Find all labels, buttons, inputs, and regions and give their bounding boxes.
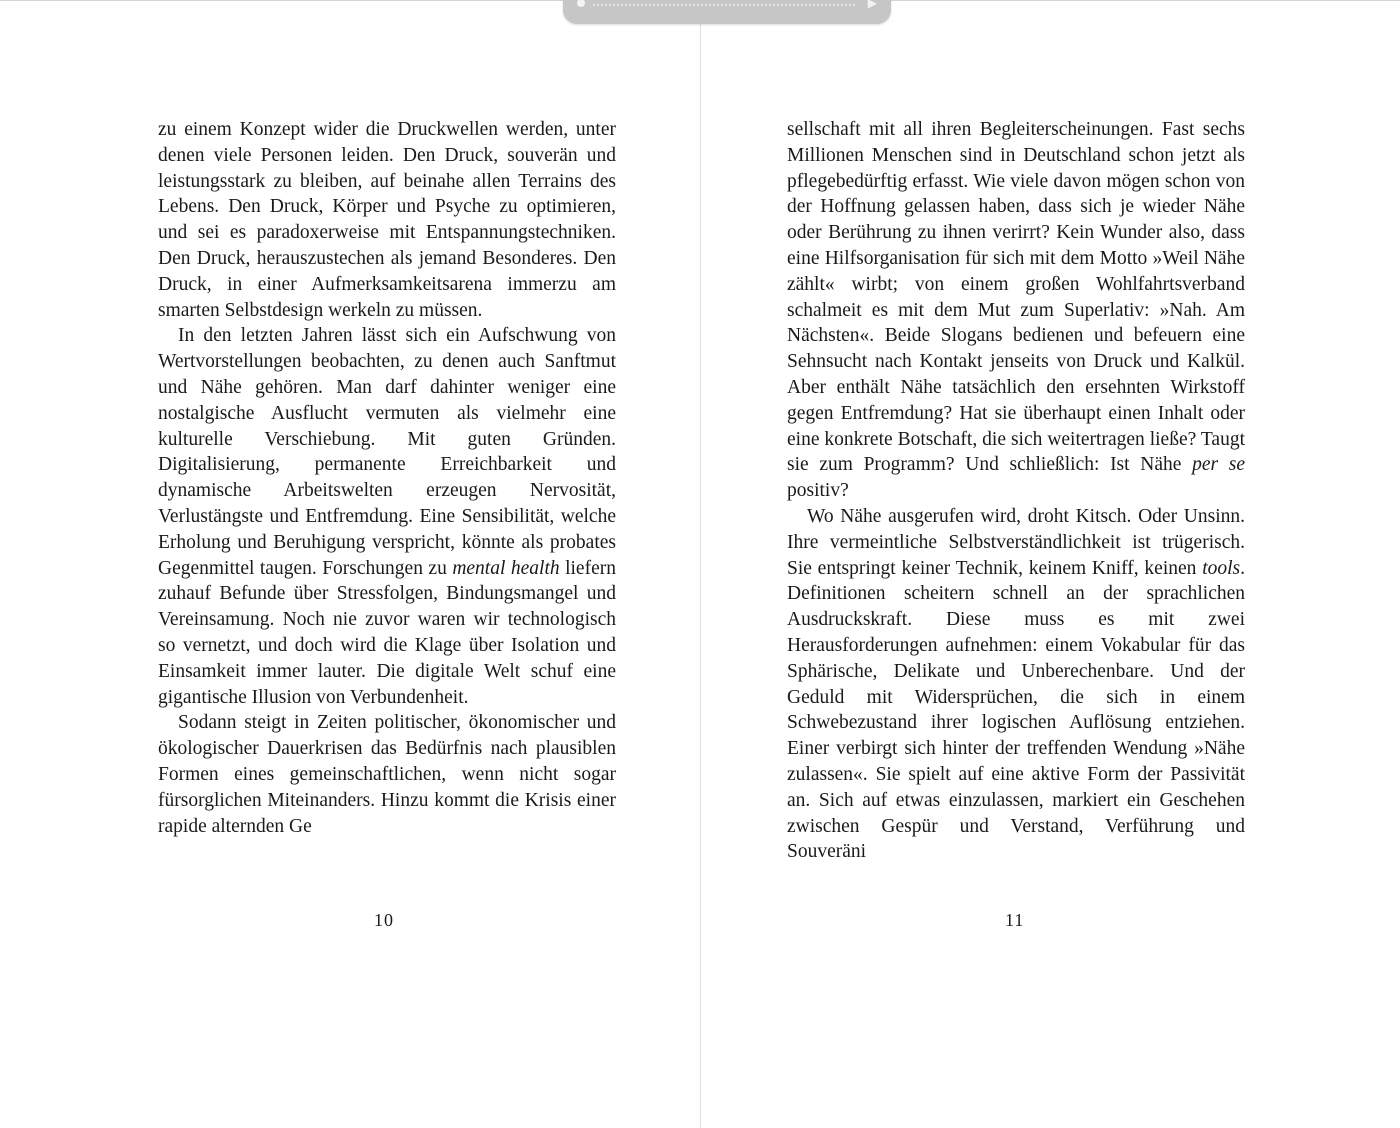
text-run: liefern zuhauf Befunde über Stressfolgen, Bindungsmangel und Vereinsamung. Noch nie zuvor waren wir technologisch so vernetzt, und doch wird die Klage über Isolation und Einsamkeit immer lauter. Die digitale Welt schuf eine gigantische Illusion von Verbundenheit.	[158, 557, 616, 708]
italic-text: per se	[1192, 454, 1245, 476]
paragraph	[787, 504, 1245, 865]
right-page-number: 11	[1005, 910, 1025, 930]
italic-text: mental health	[452, 557, 560, 579]
text-run: positiv?	[787, 480, 849, 502]
text-run: In den letzten Jahren lässt sich ein Aufschwung von Wertvorstellungen beobachten, zu denen auch Sanftmut und Nähe gehören. Man darf dahinter weniger eine nostalgische Ausflucht vermuten als vielmehr eine kulturelle Verschiebung. Mit guten Gründen. Digitalisierung, permanente Erreichbarkeit und dynamische Arbeitswelten erzeugen Nervosität, Verlustängste und Entfremdung. Eine Sensibilität, welche Erholung und Beruhigung verspricht, könnte als probates Gegenmittel taugen. Forschungen zu	[158, 325, 616, 579]
book-spine	[700, 0, 701, 1128]
left-page-text	[158, 117, 616, 839]
paragraph	[158, 710, 616, 839]
reader-toolbar[interactable]	[563, 0, 891, 24]
speaker-icon[interactable]: ▶	[867, 0, 877, 10]
page-scrubber[interactable]	[593, 4, 855, 8]
paragraph	[158, 323, 616, 710]
text-run: . Definitionen scheitern schnell an der sprachlichen Ausdruckskraft. Diese muss es mit zwei Herausforderungen aufnehmen: einem Vokabular für das Sphärische, Delikate und Unberechenbare. Und der Geduld mit Widersprüchen, die sich in einem Schwebezustand ihrer logischen Auflösung entziehen. Einer verbirgt sich hinter der treffenden Wendung »Nähe zulassen«. Sie spielt auf eine aktive Form der Passivität an. Sich auf etwas einzulassen, markiert ein Geschehen zwischen Gespür und Verstand, Verführung und Souveräni	[787, 557, 1245, 863]
dot-icon[interactable]	[577, 0, 585, 7]
right-page-text	[787, 117, 1245, 865]
paragraph	[787, 117, 1245, 504]
text-run: Sodann steigt in Zeiten politischer, ökonomischer und ökologischer Dauerkrisen das Bedürfnis nach plausiblen Formen eines gemeinschaftlichen, wenn nicht sogar fürsorglichen Miteinanders. Hinzu kommt die Krisis einer rapide alternden Ge	[158, 712, 616, 837]
text-run: zu einem Konzept wider die Druckwellen werden, unter denen viele Personen leiden. Den Druck, souverän und leistungsstark zu bleiben, auf beinahe allen Terrains des Lebens. Den Druck, Körper und Psyche zu optimieren, und sei es paradoxerweise mit Entspannungstechniken. Den Druck, herauszustechen als jemand Besonderes. Den Druck, in einer Aufmerksamkeitsarena immerzu am smarten Selbstdesign werkeln zu müssen.	[158, 119, 616, 321]
left-page-number: 10	[374, 910, 394, 930]
text-run: sellschaft mit all ihren Begleiterscheinungen. Fast sechs Millionen Menschen sind in Deutschland schon jetzt als pflegebedürftig erfasst. Wie viele davon mögen schon von der Hoffnung gelassen haben, dass sich je wieder Nähe oder Berührung zu ihnen verirrt? Kein Wunder also, dass eine Hilfsorganisation für sich mit dem Motto »Weil Nähe zählt« wirbt; von einem großen Wohlfahrtsverband schalmeit es mit dem Mut zum Superlativ: »Nah. Am Nächsten«. Beide Slogans bedienen und befeuern eine Sehnsucht nach Kontakt jenseits von Druck und Kalkül. Aber enthält Nähe tatsächlich den ersehnten Wirkstoff gegen Entfremdung? Hat sie überhaupt einen Inhalt oder eine konkrete Botschaft, die sich weitertragen ließe? Taugt sie zum Programm? Und schließlich: Ist Nähe	[787, 119, 1245, 476]
paragraph	[158, 117, 616, 323]
italic-text: tools	[1202, 557, 1241, 579]
text-run: Wo Nähe ausgerufen wird, droht Kitsch. Oder Unsinn. Ihre vermeintliche Selbstverständlichkeit ist trügerisch. Sie entspringt keiner Technik, keinem Kniff, keinen	[787, 505, 1245, 579]
